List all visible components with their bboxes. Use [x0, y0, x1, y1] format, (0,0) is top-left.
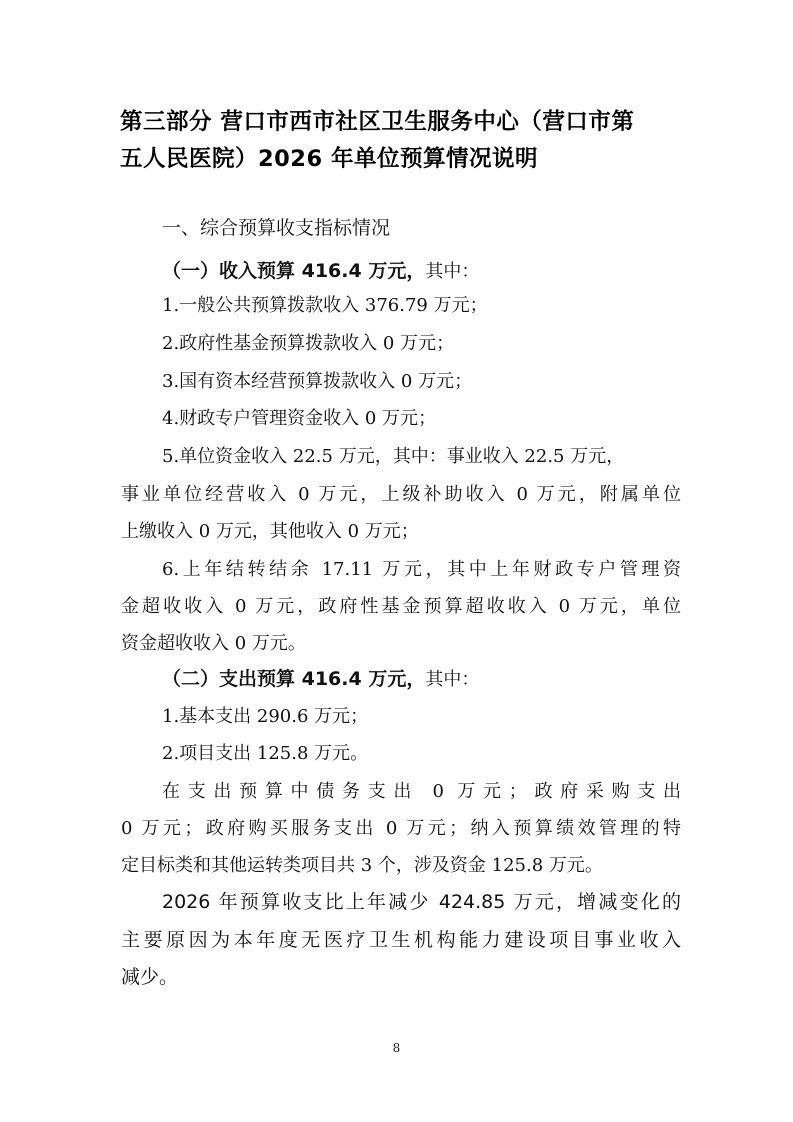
page-title-line-1: 第三部分 营口市西市社区卫生服务中心（营口市第	[120, 109, 635, 135]
income-item-4: 4.财政专户管理资金收入 0 万元；	[162, 408, 437, 429]
expense-heading-tail: 其中：	[425, 669, 480, 690]
income-item-6-line-3: 资金超收收入 0 万元。	[121, 633, 306, 654]
expense-item-2: 2.项目支出 125.8 万元。	[162, 743, 369, 764]
income-item-5-line-2: 事业单位经营收入 0 万元，上级补助收入 0 万元，附属单位	[121, 484, 681, 505]
expense-note-line-1: 在支出预算中债务支出 0 万元；政府采购支出	[162, 781, 681, 802]
summary-line-2: 主要原因为本年度无医疗卫生机构能力建设项目事业收入	[121, 929, 681, 951]
section-heading: 一、综合预算收支指标情况	[162, 217, 391, 239]
income-item-1: 1.一般公共预算拨款收入 376.79 万元；	[162, 295, 488, 316]
income-item-6-line-1: 6.上年结转结余 17.11 万元，其中上年财政专户管理资	[162, 559, 681, 580]
expense-heading	[162, 670, 722, 689]
page-number: 8	[392, 1041, 401, 1055]
income-item-2: 2.政府性基金预算拨款收入 0 万元；	[162, 333, 455, 354]
income-item-6-line-2: 金超收收入 0 万元，政府性基金预算超收收入 0 万元，单位	[121, 596, 681, 617]
page-title-line-2: 五人民医院）2026 年单位预算情况说明	[120, 146, 538, 172]
expense-note-line-3: 定目标类和其他运转类项目共 3 个，涉及资金 125.8 万元。	[121, 855, 603, 876]
income-item-5-line-3: 上缴收入 0 万元，其他收入 0 万元；	[121, 521, 419, 542]
income-item-3: 3.国有资本经营预算拨款收入 0 万元；	[162, 371, 473, 392]
expense-item-1: 1.基本支出 290.6 万元；	[162, 706, 369, 727]
income-heading	[162, 262, 722, 281]
income-heading-tail: 其中：	[425, 261, 480, 282]
income-heading-bold: （一）收入预算 416.4 万元，	[162, 260, 426, 282]
expense-heading-bold: （二）支出预算 416.4 万元，	[162, 668, 426, 690]
expense-note-line-2: 0 万元；政府购买服务支出 0 万元；纳入预算绩效管理的特	[121, 818, 681, 839]
summary-line-1: 2026 年预算收支比上年减少 424.85 万元，增减变化的	[162, 891, 681, 913]
income-item-5-line-1: 5.单位资金收入 22.5 万元，其中：事业收入 22.5 万元，	[162, 446, 625, 467]
summary-line-3: 减少。	[121, 966, 179, 988]
